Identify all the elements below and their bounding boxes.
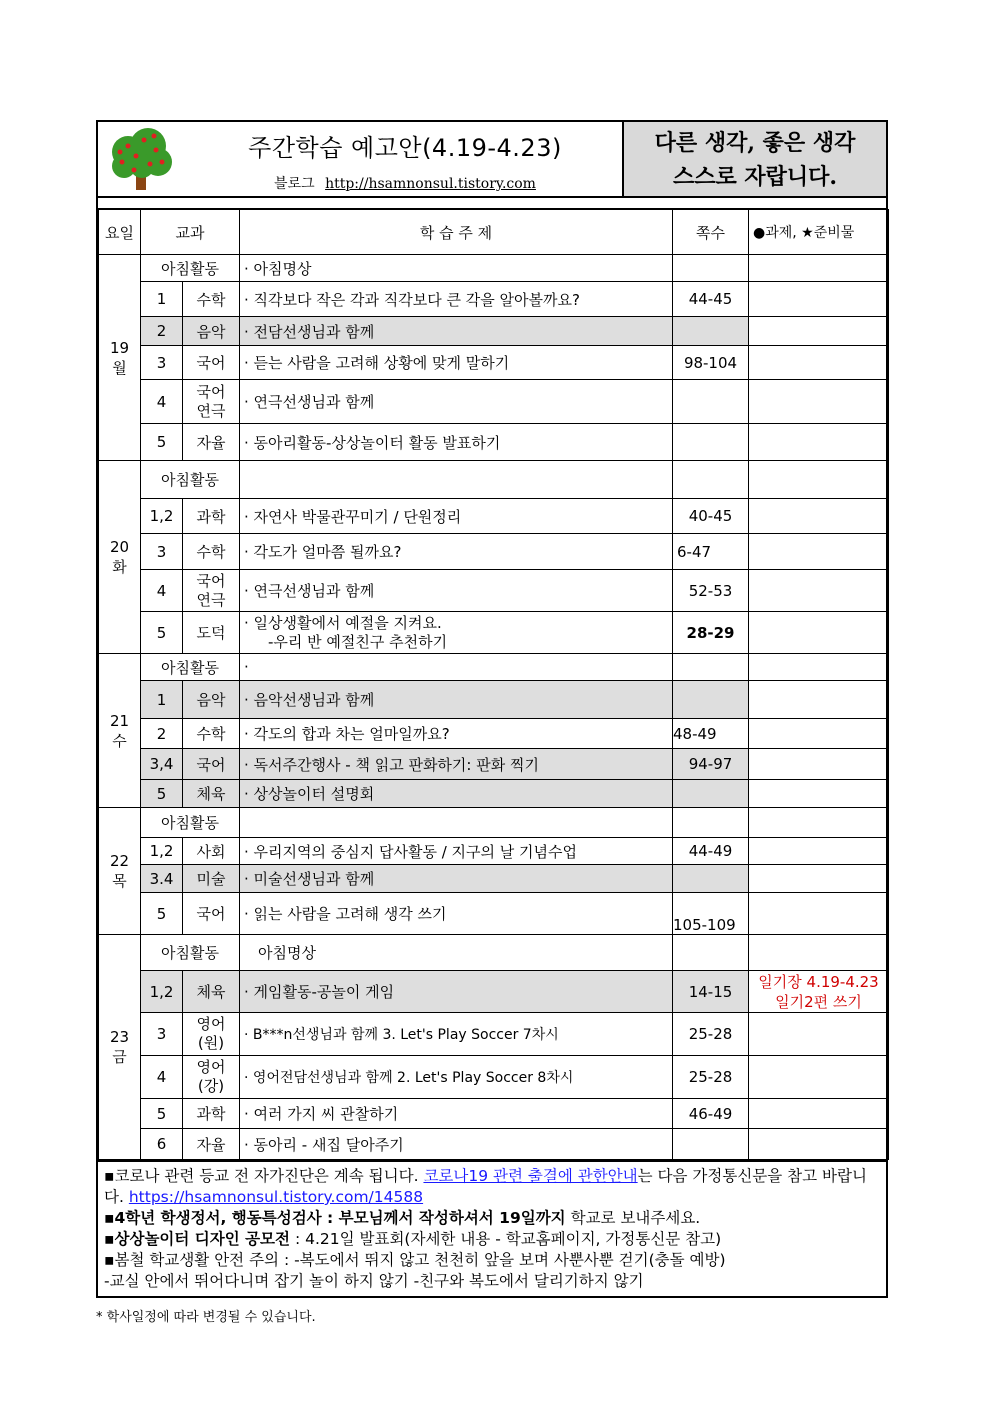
subject-cell: 아침활동 [141, 255, 240, 282]
subject-cell: 도덕 [183, 612, 240, 654]
topic-cell: · 동아리 - 새집 달아주기 [240, 1129, 673, 1160]
subject-cell: 음악 [183, 681, 240, 719]
table-row [99, 808, 889, 838]
period-cell: 4 [141, 1056, 183, 1099]
subject-cell: 자율 [183, 1129, 240, 1160]
topic-cell: · 연극선생님과 함께 [240, 570, 673, 612]
pages-cell: 98-104 [673, 346, 749, 380]
blog-link[interactable]: http://hsamnonsul.tistory.com [325, 176, 536, 192]
weekly-plan-document [96, 120, 888, 1298]
period-cell: 6 [141, 1129, 183, 1160]
topic-cell: · 직각보다 작은 각과 직각보다 큰 각을 알아볼까요? [240, 282, 673, 317]
col-subject: 교과 [141, 210, 240, 255]
topic-cell: · 각도가 얼마쯤 될까요? [240, 534, 673, 570]
topic-cell: · 여러 가지 씨 관찰하기 [240, 1099, 673, 1129]
topic-cell: · 게임활동-공놀이 게임 [240, 971, 673, 1013]
period-cell: 1 [141, 282, 183, 317]
motto-line-1: 다른 생각, 좋은 생각 [654, 130, 856, 156]
topic-cell: · 읽는 사람을 고려해 생각 쓰기 [240, 893, 673, 935]
subject-cell: 사회 [183, 838, 240, 865]
period-cell: 1,2 [141, 838, 183, 865]
motto-box [622, 122, 886, 196]
subject-cell: 국어 연극 [183, 380, 240, 424]
table-row [99, 1056, 889, 1099]
topic-cell: · 미술선생님과 함께 [240, 865, 673, 893]
period-cell: 5 [141, 1099, 183, 1129]
topic-cell [240, 461, 673, 499]
note-covid: ▪코로나 관련 등교 전 자가진단은 계속 됩니다. 코로나19 관련 출결에 관한안내는 다음 가정통신문을 참고 바랍니다. https://hsamnonsul.tistory.com/14588 [104, 1167, 867, 1206]
subject-cell: 체육 [183, 971, 240, 1013]
topic-cell: · 전담선생님과 함께 [240, 317, 673, 346]
table-row [99, 255, 889, 282]
subject-cell: 아침활동 [141, 935, 240, 971]
pages-cell: 40-45 [673, 499, 749, 534]
note-safety-2: -교실 안에서 뛰어다니며 잡기 놀이 하지 않기 -친구와 복도에서 달리기하지 않기 [104, 1272, 644, 1290]
table-header-row [99, 210, 889, 255]
table-row [99, 838, 889, 865]
subject-cell: 자율 [183, 424, 240, 461]
topic-cell: · B***n선생님과 함께 3. Let's Play Soccer 7차시 [240, 1013, 673, 1056]
subject-cell: 과학 [183, 499, 240, 534]
table-row [99, 719, 889, 749]
period-cell: 2 [141, 719, 183, 749]
subject-cell: 국어 [183, 893, 240, 935]
note-survey: ▪4학년 학생정서, 행동특성검사 : 부모님께서 작성하셔서 19일까지 학교로 보내주세요. [104, 1209, 701, 1227]
subject-cell: 음악 [183, 317, 240, 346]
motto-line-2: 스스로 자랍니다. [672, 164, 838, 190]
pages-cell: 94-97 [673, 749, 749, 780]
subject-cell: 체육 [183, 780, 240, 808]
note-safety: ▪봄철 학교생활 안전 주의 : -복도에서 뛰지 않고 천천히 앞을 보며 사뿐사뿐 걷기(충돌 예방) [104, 1251, 726, 1269]
period-cell: 4 [141, 380, 183, 424]
table-row [99, 346, 889, 380]
period-cell: 5 [141, 780, 183, 808]
period-cell: 3 [141, 1013, 183, 1056]
subject-cell: 수학 [183, 534, 240, 570]
subject-cell: 아침활동 [141, 654, 240, 681]
table-row [99, 461, 889, 499]
period-cell: 3,4 [141, 749, 183, 780]
pages-cell: 52-53 [673, 570, 749, 612]
table-row [99, 570, 889, 612]
table-row [99, 282, 889, 317]
pages-cell: 46-49 [673, 1099, 749, 1129]
table-row [99, 865, 889, 893]
table-row [99, 935, 889, 971]
subject-cell: 수학 [183, 719, 240, 749]
blog-label: 블로그 [274, 176, 315, 192]
table-row [99, 893, 889, 935]
topic-cell: · 상상놀이터 설명회 [240, 780, 673, 808]
period-cell: 1,2 [141, 499, 183, 534]
pages-cell: 28-29 [673, 612, 749, 654]
table-row [99, 780, 889, 808]
covid-notice-link[interactable]: 코로나19 관련 출결에 관한안내 [423, 1167, 638, 1185]
notes-section [98, 1160, 886, 1296]
pages-cell: 44-45 [673, 282, 749, 317]
table-row [99, 612, 889, 654]
subject-cell: 국어 [183, 749, 240, 780]
schedule-table [98, 209, 889, 1160]
pages-cell: 105-109 [673, 893, 749, 935]
topic-cell: · 연극선생님과 함께 [240, 380, 673, 424]
table-row [99, 1129, 889, 1160]
subject-cell: 과학 [183, 1099, 240, 1129]
pages-cell: 14-15 [673, 971, 749, 1013]
table-row [99, 749, 889, 780]
col-topic: 학 습 주 제 [240, 210, 673, 255]
title-box [188, 122, 622, 196]
table-row [99, 424, 889, 461]
table-row [99, 1013, 889, 1056]
subject-cell: 영어 (강) [183, 1056, 240, 1099]
period-cell: 5 [141, 893, 183, 935]
topic-cell: 아침명상 [240, 935, 673, 971]
day-cell-thu: 22 목 [99, 808, 141, 935]
table-row [99, 380, 889, 424]
pages-cell: 25-28 [673, 1056, 749, 1099]
topic-cell: · 우리지역의 중심지 답사활동 / 지구의 날 기념수업 [240, 838, 673, 865]
topic-cell: · 아침명상 [240, 255, 673, 282]
topic-cell: · 자연사 박물관꾸미기 / 단원정리 [240, 499, 673, 534]
topic-cell: · 듣는 사람을 고려해 상황에 맞게 말하기 [240, 346, 673, 380]
table-row [99, 499, 889, 534]
tree-logo-icon [98, 122, 188, 196]
period-cell: 5 [141, 612, 183, 654]
subject-cell: 국어 연극 [183, 570, 240, 612]
subject-cell: 수학 [183, 282, 240, 317]
subject-cell: 아침활동 [141, 808, 240, 838]
blog-line [188, 173, 622, 193]
day-cell-mon: 19 월 [99, 255, 141, 461]
pages-cell: 48-49 [673, 719, 749, 749]
day-cell-fri: 23 금 [99, 935, 141, 1160]
subject-cell: 국어 [183, 346, 240, 380]
topic-cell: · 음악선생님과 함께 [240, 681, 673, 719]
homework-cell: 일기장 4.19-4.23 일기2편 쓰기 [749, 971, 889, 1013]
period-cell: 3 [141, 346, 183, 380]
period-cell: 5 [141, 424, 183, 461]
subject-cell: 미술 [183, 865, 240, 893]
period-cell: 1,2 [141, 971, 183, 1013]
period-cell: 4 [141, 570, 183, 612]
topic-cell: · 영어전담선생님과 함께 2. Let's Play Soccer 8차시 [240, 1056, 673, 1099]
topic-cell: · 일상생활에서 예절을 지켜요. -우리 반 예절친구 추천하기 [240, 612, 673, 654]
table-row [99, 317, 889, 346]
page-title: 주간학습 예고안(4.19-4.23) [248, 134, 562, 162]
table-row [99, 681, 889, 719]
period-cell: 1 [141, 681, 183, 719]
period-cell: 2 [141, 317, 183, 346]
table-row [99, 654, 889, 681]
topic-cell: · 독서주간행사 - 책 읽고 판화하기: 판화 찍기 [240, 749, 673, 780]
pages-cell: 25-28 [673, 1013, 749, 1056]
notice-url-link[interactable]: https://hsamnonsul.tistory.com/14588 [128, 1188, 424, 1206]
pages-cell: 44-49 [673, 838, 749, 865]
period-cell: 3.4 [141, 865, 183, 893]
table-row [99, 971, 889, 1013]
header [98, 122, 886, 198]
topic-cell: · [240, 654, 673, 681]
col-homework: ●과제, ★준비물 [749, 210, 889, 255]
note-contest: ▪상상놀이터 디자인 공모전 : 4.21일 발표회(자세한 내용 - 학교홈페이지, 가정통신문 참고) [104, 1230, 722, 1248]
table-row [99, 1099, 889, 1129]
topic-cell: · 각도의 합과 차는 얼마일까요? [240, 719, 673, 749]
header-gap [98, 198, 886, 209]
subject-cell: 아침활동 [141, 461, 240, 499]
table-row [99, 534, 889, 570]
day-cell-tue: 20 화 [99, 461, 141, 654]
pages-cell: 6-47 [673, 534, 749, 570]
col-pages: 쪽수 [673, 210, 749, 255]
col-day: 요일 [99, 210, 141, 255]
topic-cell: · 동아리활동-상상놀이터 활동 발표하기 [240, 424, 673, 461]
topic-cell [240, 808, 673, 838]
day-cell-wed: 21 수 [99, 654, 141, 808]
period-cell: 3 [141, 534, 183, 570]
footnote: * 학사일정에 따라 변경될 수 있습니다. [96, 1310, 316, 1325]
subject-cell: 영어 (원) [183, 1013, 240, 1056]
